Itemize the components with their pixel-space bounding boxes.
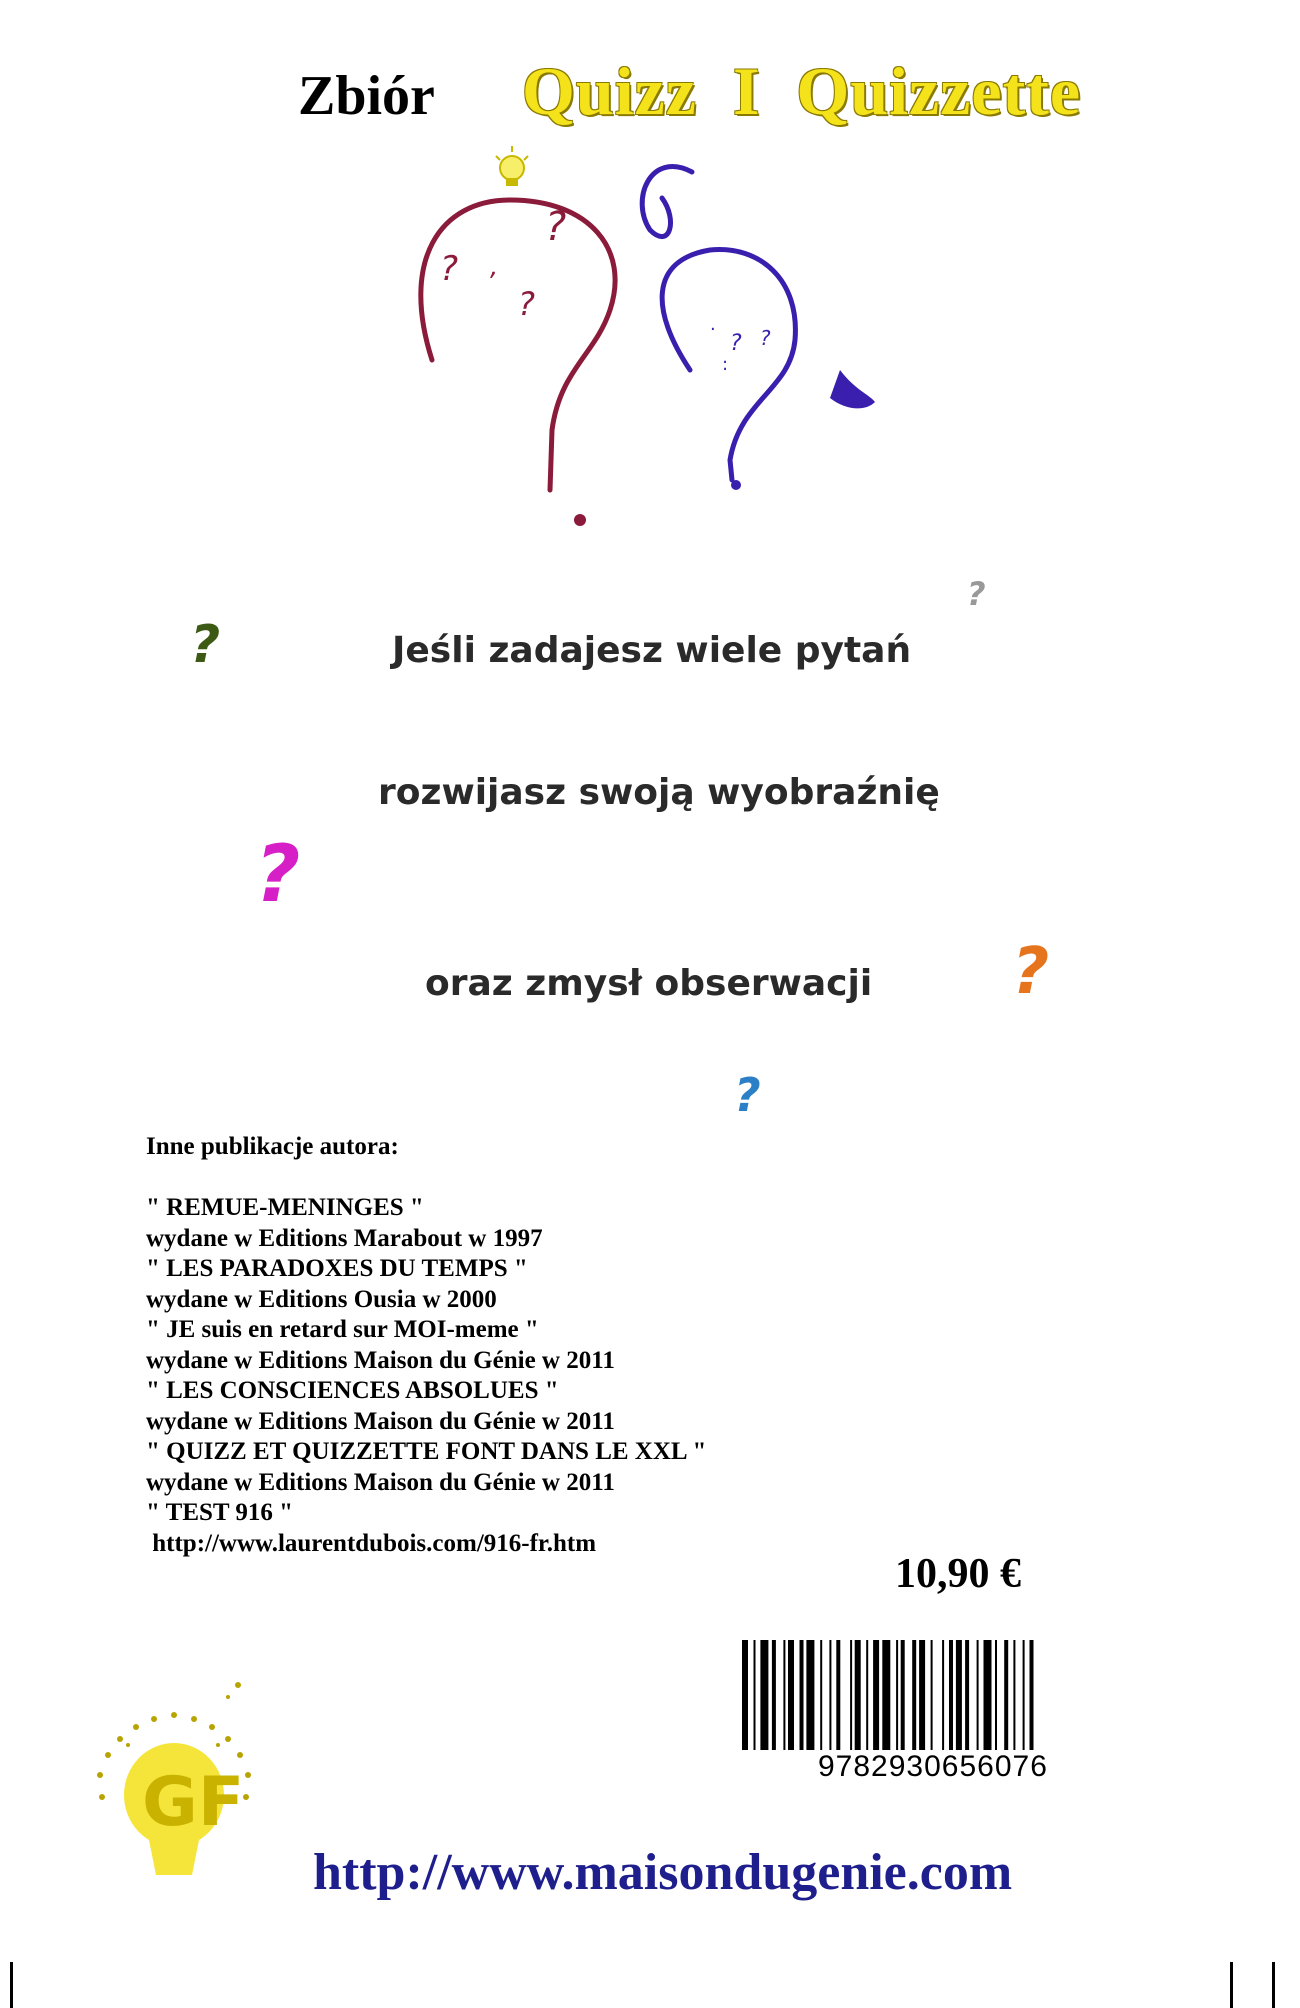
- svg-text:GF: GF: [142, 1763, 245, 1842]
- barcode-bar: [882, 1640, 890, 1750]
- svg-text:?: ?: [440, 249, 459, 289]
- crop-mark: [1272, 1962, 1275, 2008]
- tagline-3: oraz zmysł obserwacji: [425, 963, 873, 1004]
- barcode-bar: [829, 1640, 831, 1750]
- price: 10,90 €: [895, 1551, 1021, 1597]
- red-question-mark-icon: [421, 200, 615, 526]
- orange-question-mark-icon: ?: [1012, 935, 1050, 1009]
- publication-line: " LES CONSCIENCES ABSOLUES ": [146, 1377, 559, 1404]
- publication-line: " REMUE-MENINGES ": [146, 1194, 424, 1221]
- barcode-bar: [836, 1640, 840, 1750]
- publication-line: " LES PARADOXES DU TEMPS ": [146, 1255, 528, 1282]
- publisher-website-link[interactable]: http://www.maisondugenie.com: [313, 1844, 1013, 1901]
- barcode-bar: [942, 1640, 944, 1750]
- light-bulb-icon: [496, 146, 528, 186]
- barcode-bar: [850, 1640, 852, 1750]
- blue-question-mark-icon: [642, 167, 875, 490]
- barcode-bar: [866, 1640, 868, 1750]
- barcode-bar: [820, 1640, 822, 1750]
- barcode-bar: [1023, 1640, 1025, 1750]
- publisher-logo: [88, 1675, 258, 1890]
- magenta-question-mark-icon: ?: [255, 830, 301, 920]
- barcode-bar: [742, 1640, 748, 1750]
- barcode-bar: [912, 1640, 916, 1750]
- barcode-bar: [873, 1640, 879, 1750]
- barcode-bar: [1013, 1640, 1015, 1750]
- publication-line: wydane w Editions Marabout w 1997: [146, 1224, 543, 1252]
- publications-list: [146, 1193, 706, 1559]
- barcode-bar: [995, 1640, 997, 1750]
- light-bulb-logo-icon: [124, 1743, 244, 1875]
- barcode-bar: [783, 1640, 785, 1750]
- crop-mark: [1230, 1962, 1233, 2008]
- svg-text:?: ?: [545, 204, 567, 250]
- barcode-bar: [855, 1640, 861, 1750]
- barcode-bar: [956, 1640, 962, 1750]
- barcode-bar: [919, 1640, 925, 1750]
- barcode-bar: [760, 1640, 768, 1750]
- publication-line: " QUIZZ ET QUIZZETTE FONT DANS LE XXL ": [146, 1438, 707, 1465]
- publication-line: wydane w Editions Maison du Génie w 2011: [146, 1346, 615, 1374]
- tagline-1: Jeśli zadajesz wiele pytań: [392, 630, 912, 671]
- tagline-2: rozwijasz swoją wyobraźnię: [378, 772, 940, 813]
- barcode-bar: [931, 1640, 933, 1750]
- barcode-bar: [901, 1640, 905, 1750]
- barcode-bar: [806, 1640, 814, 1750]
- crop-mark: [10, 1962, 13, 2008]
- barcode-bar: [896, 1640, 898, 1750]
- question-marks-illustration: [400, 140, 900, 540]
- publication-link[interactable]: http://www.laurentdubois.com/916-fr.htm: [146, 1529, 597, 1557]
- book-title: Quizz I Quizzette: [522, 53, 1082, 129]
- cyan-question-mark-icon: ?: [734, 1068, 761, 1122]
- publication-line: " TEST 916 ": [146, 1499, 294, 1526]
- isbn-number: 9782930656076: [818, 1750, 1048, 1783]
- barcode-bar: [965, 1640, 969, 1750]
- gray-question-mark-icon: ?: [967, 575, 986, 613]
- publication-line: " JE suis en retard sur MOI-meme ": [146, 1316, 539, 1343]
- green-question-mark-icon: ?: [190, 615, 221, 675]
- publication-line: wydane w Editions Maison du Génie w 2011: [146, 1407, 615, 1435]
- barcode-bar: [754, 1640, 756, 1750]
- barcode-bar: [984, 1640, 992, 1750]
- barcode-bar: [788, 1640, 794, 1750]
- svg-text:,: ,: [490, 252, 499, 282]
- publication-line: wydane w Editions Ousia w 2000: [146, 1285, 497, 1313]
- svg-text::: :: [722, 354, 729, 375]
- publication-line: wydane w Editions Maison du Génie w 2011: [146, 1468, 615, 1496]
- barcode: [740, 1640, 1160, 1752]
- svg-text:?: ?: [760, 326, 771, 350]
- barcode-bar: [1004, 1640, 1008, 1750]
- barcode-bar: [800, 1640, 804, 1750]
- barcode-bar: [949, 1640, 953, 1750]
- publications-heading: Inne publikacje autora:: [146, 1133, 399, 1160]
- svg-text:.: .: [710, 314, 716, 335]
- barcode-bar: [772, 1640, 776, 1750]
- svg-text:?: ?: [518, 285, 535, 323]
- barcode-bar: [1030, 1640, 1034, 1750]
- barcode-bar: [977, 1640, 979, 1750]
- svg-text:?: ?: [730, 331, 742, 356]
- title-prefix: Zbiór: [298, 65, 435, 127]
